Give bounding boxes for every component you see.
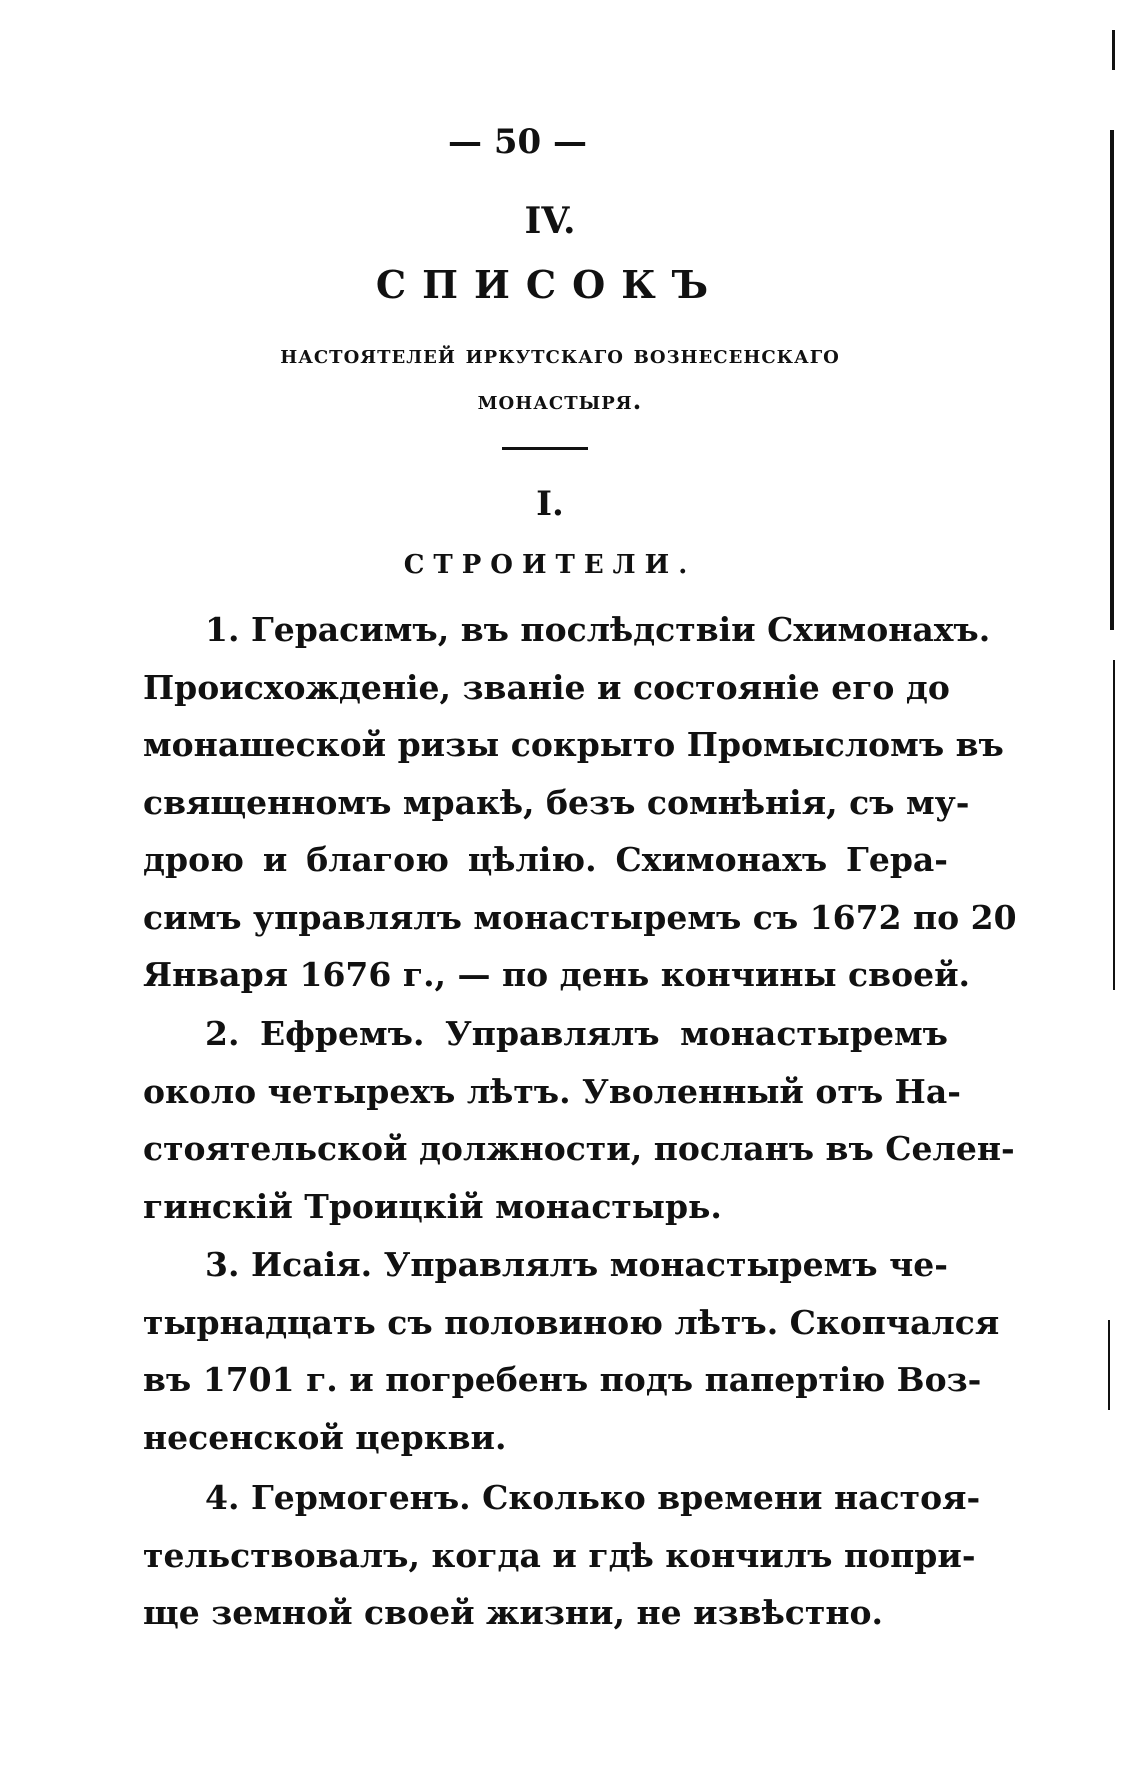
subtitle bbox=[170, 332, 950, 424]
entry-line: ще земной своей жизни, не извѣстно. bbox=[143, 1593, 884, 1632]
entry-3 bbox=[143, 1236, 1000, 1466]
entry-2 bbox=[143, 1005, 1015, 1235]
page-number: — 50 — bbox=[448, 122, 587, 162]
entry-line: 2. Ефремъ. Управлялъ монастыремъ bbox=[205, 1014, 948, 1053]
entry-line: гинскій Троицкій монастырь. bbox=[143, 1186, 722, 1226]
entry-line: монашеской ризы сокрыто Промысломъ въ bbox=[143, 725, 1004, 764]
entry-line: Происхожденіе, званіе и состояніе его до bbox=[143, 667, 950, 707]
entry-line: 3. Исаія. Управлялъ монастыремъ че- bbox=[205, 1245, 948, 1284]
page-title: СПИСОКЪ bbox=[375, 262, 725, 307]
entry-line: тельствовалъ, когда и гдѣ кончилъ попри- bbox=[143, 1535, 976, 1575]
section-number: IV. bbox=[524, 200, 576, 242]
part-title: СТРОИТЕЛИ. bbox=[403, 550, 697, 580]
entry-line: Января 1676 г., — по день кончины своей. bbox=[143, 955, 971, 994]
scan-edge-mark bbox=[1113, 660, 1115, 990]
part-number: I. bbox=[536, 484, 564, 524]
entry-line: симъ управлялъ монастыремъ съ 1672 по 20 bbox=[143, 897, 1017, 937]
entry-line: 4. Гермогенъ. Сколько времени настоя- bbox=[205, 1478, 981, 1517]
entry-line: въ 1701 г. и погребенъ подъ папертію Воз- bbox=[143, 1360, 982, 1399]
entry-4 bbox=[143, 1469, 981, 1642]
entry-line: около четырехъ лѣтъ. Уволенный отъ На- bbox=[143, 1071, 961, 1111]
subtitle-line-1: настоятелей иркутскаго вознесенскаго bbox=[280, 340, 840, 369]
entry-line: тырнадцать съ половиною лѣтъ. Скопчался bbox=[143, 1302, 1000, 1342]
divider bbox=[502, 447, 588, 450]
entry-1 bbox=[143, 601, 1017, 1004]
entry-line: стоятельской должности, посланъ въ Селен- bbox=[143, 1129, 1015, 1168]
entry-line: несенской церкви. bbox=[143, 1417, 507, 1457]
scan-edge-mark bbox=[1112, 30, 1115, 70]
entry-line: 1. Герасимъ, въ послѣдствіи Схимонахъ. bbox=[205, 610, 991, 649]
scan-edge-mark bbox=[1110, 130, 1114, 630]
subtitle-line-2: монастыря. bbox=[477, 386, 643, 415]
scan-edge-mark bbox=[1108, 1320, 1110, 1410]
entry-line: дрою и благою цѣлію. Схимонахъ Гера- bbox=[143, 840, 948, 879]
entry-line: священномъ мракѣ, безъ сомнѣнія, съ му- bbox=[143, 782, 970, 822]
